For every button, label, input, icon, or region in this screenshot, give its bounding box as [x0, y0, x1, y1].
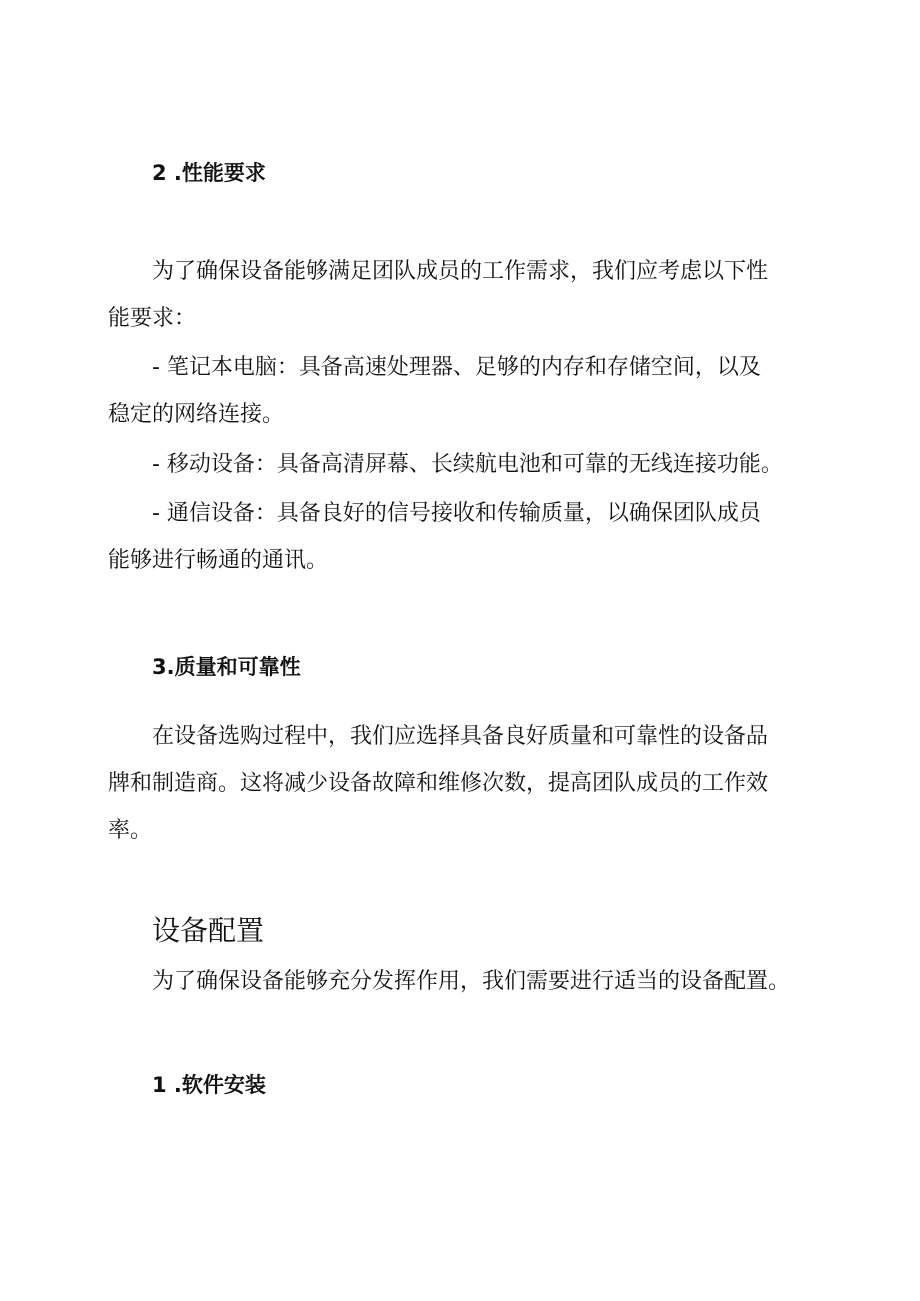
paragraph-line: 能要求： — [108, 306, 197, 331]
heading-software-installation: 1 .软件安装 — [152, 1073, 266, 1097]
paragraph-quality — [108, 713, 808, 854]
paragraph-line: - 笔记本电脑：具备高速处理器、足够的内存和存储空间，以及 — [152, 355, 761, 380]
paragraph-line: 为了确保设备能够充分发挥作用，我们需要进行适当的设备配置。 — [152, 969, 791, 994]
paragraph-line: 能够进行畅通的通讯。 — [108, 548, 329, 573]
paragraph-line: - 移动设备：具备高清屏幕、长续航电池和可靠的无线连接功能。 — [152, 452, 783, 477]
paragraph-performance-intro — [108, 248, 808, 342]
paragraph-line: - 通信设备：具备良好的信号接收和传输质量，以确保团队成员 — [152, 501, 761, 526]
paragraph-line: 为了确保设备能够满足团队成员的工作需求，我们应考虑以下性 — [152, 259, 769, 284]
list-item-laptop — [108, 344, 808, 438]
list-item-mobile — [108, 441, 808, 488]
heading-quality-reliability: 3.质量和可靠性 — [152, 655, 301, 679]
paragraph-line: 在设备选购过程中，我们应选择具备良好质量和可靠性的设备品 — [152, 724, 769, 749]
paragraph-device-config-intro — [108, 958, 808, 1005]
section-title-device-config: 设备配置 — [152, 914, 265, 947]
heading-performance-requirements: 2 .性能要求 — [152, 161, 266, 185]
paragraph-line: 稳定的网络连接。 — [108, 402, 285, 427]
list-item-communication — [108, 490, 808, 584]
paragraph-line: 率。 — [108, 818, 153, 843]
paragraph-line: 牌和制造商。这将减少设备故障和维修次数，提高团队成员的工作效 — [108, 771, 769, 796]
